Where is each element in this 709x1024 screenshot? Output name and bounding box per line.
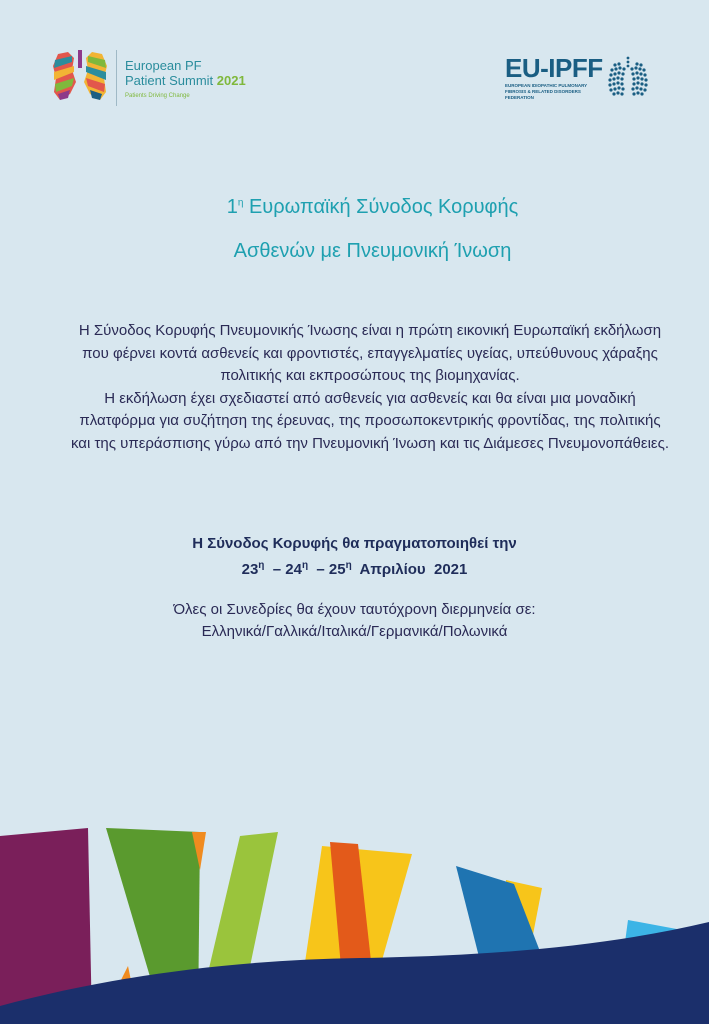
colorful-lungs-icon (50, 48, 110, 108)
description (70, 320, 670, 455)
decorative-color-stripes (0, 810, 709, 1024)
main-title-line-1 (0, 196, 709, 219)
interpretation-languages: Ελληνικά/Γαλλικά/Ιταλικά/Γερμανικά/Πολωνικά (201, 623, 508, 640)
dash-2: – (316, 561, 325, 578)
summit-line-2 (125, 73, 246, 88)
date-3: 25 (328, 561, 346, 578)
summit-logo (50, 48, 246, 108)
dash-1: – (272, 561, 282, 578)
interpretation-info (0, 599, 709, 643)
description-paragraph-2: Η εκδήλωση έχει σχεδιαστεί από ασθενείς για ασθενείς και θα είναι μια μοναδική πλατφόρμα για συζήτηση της έρευνας, της προσωποκεντρικής φροντίδας, της πολιτικής και της υπεράσπισης γύρω από την Πνευμονική Ίνωση και τις Διάμεσες Πνευμονοπάθειες. (70, 389, 669, 452)
date-2-sup: η (301, 560, 309, 571)
title-text: Ευρωπαϊκή Σύνοδος Κορυφής (243, 196, 519, 218)
summit-tagline: Patients Driving Change (125, 92, 190, 99)
title-ordinal-sup: η (237, 197, 244, 209)
title-ordinal: 1 (226, 196, 238, 218)
summit-year: 2021 (216, 72, 246, 88)
summit-line-1: European PF (125, 57, 202, 73)
logo-divider (116, 50, 117, 106)
month-year: Απριλίου 2021 (359, 561, 468, 578)
eu-ipff-subtitle: EUROPEAN IDIOPATHIC PULMONARY FIBROSIS & RELATED DISORDERS FEDERATION (505, 83, 588, 100)
interpretation-line-1: Όλες οι Συνεδρίες θα έχουν ταυτόχρονη διερμηνεία σε: (173, 601, 536, 618)
main-title-line-2: Ασθενών με Πνευμονική Ίνωση (233, 240, 512, 262)
summit-wordmark (125, 58, 246, 99)
date-1: 23 (241, 561, 259, 578)
event-dates (0, 533, 709, 581)
date-1-sup: η (258, 560, 265, 571)
eu-ipff-title: EU-IPFF (505, 53, 603, 83)
eu-ipff-logo (505, 55, 649, 101)
date-2: 24 (285, 561, 302, 578)
dates-line (0, 555, 709, 581)
description-paragraph-1: Η Σύνοδος Κορυφής Πνευμονικής Ίνωσης είναι η πρώτη εικονική Ευρωπαϊκή εκδήλωση που φέρνει κοντά ασθενείς και φροντιστές, επαγγελματίες υγείας, υπεύθυνους χάραξης πολιτικής και εκπροσώπους της βιομηχανίας. (78, 322, 662, 384)
date-3-sup: η (345, 560, 352, 571)
dotted-lungs-icon (607, 55, 649, 101)
dates-intro: Η Σύνοδος Κορυφής θα πραγματοποιηθεί την (192, 535, 517, 552)
summit-line-2-text: Patient Summit (125, 72, 217, 88)
